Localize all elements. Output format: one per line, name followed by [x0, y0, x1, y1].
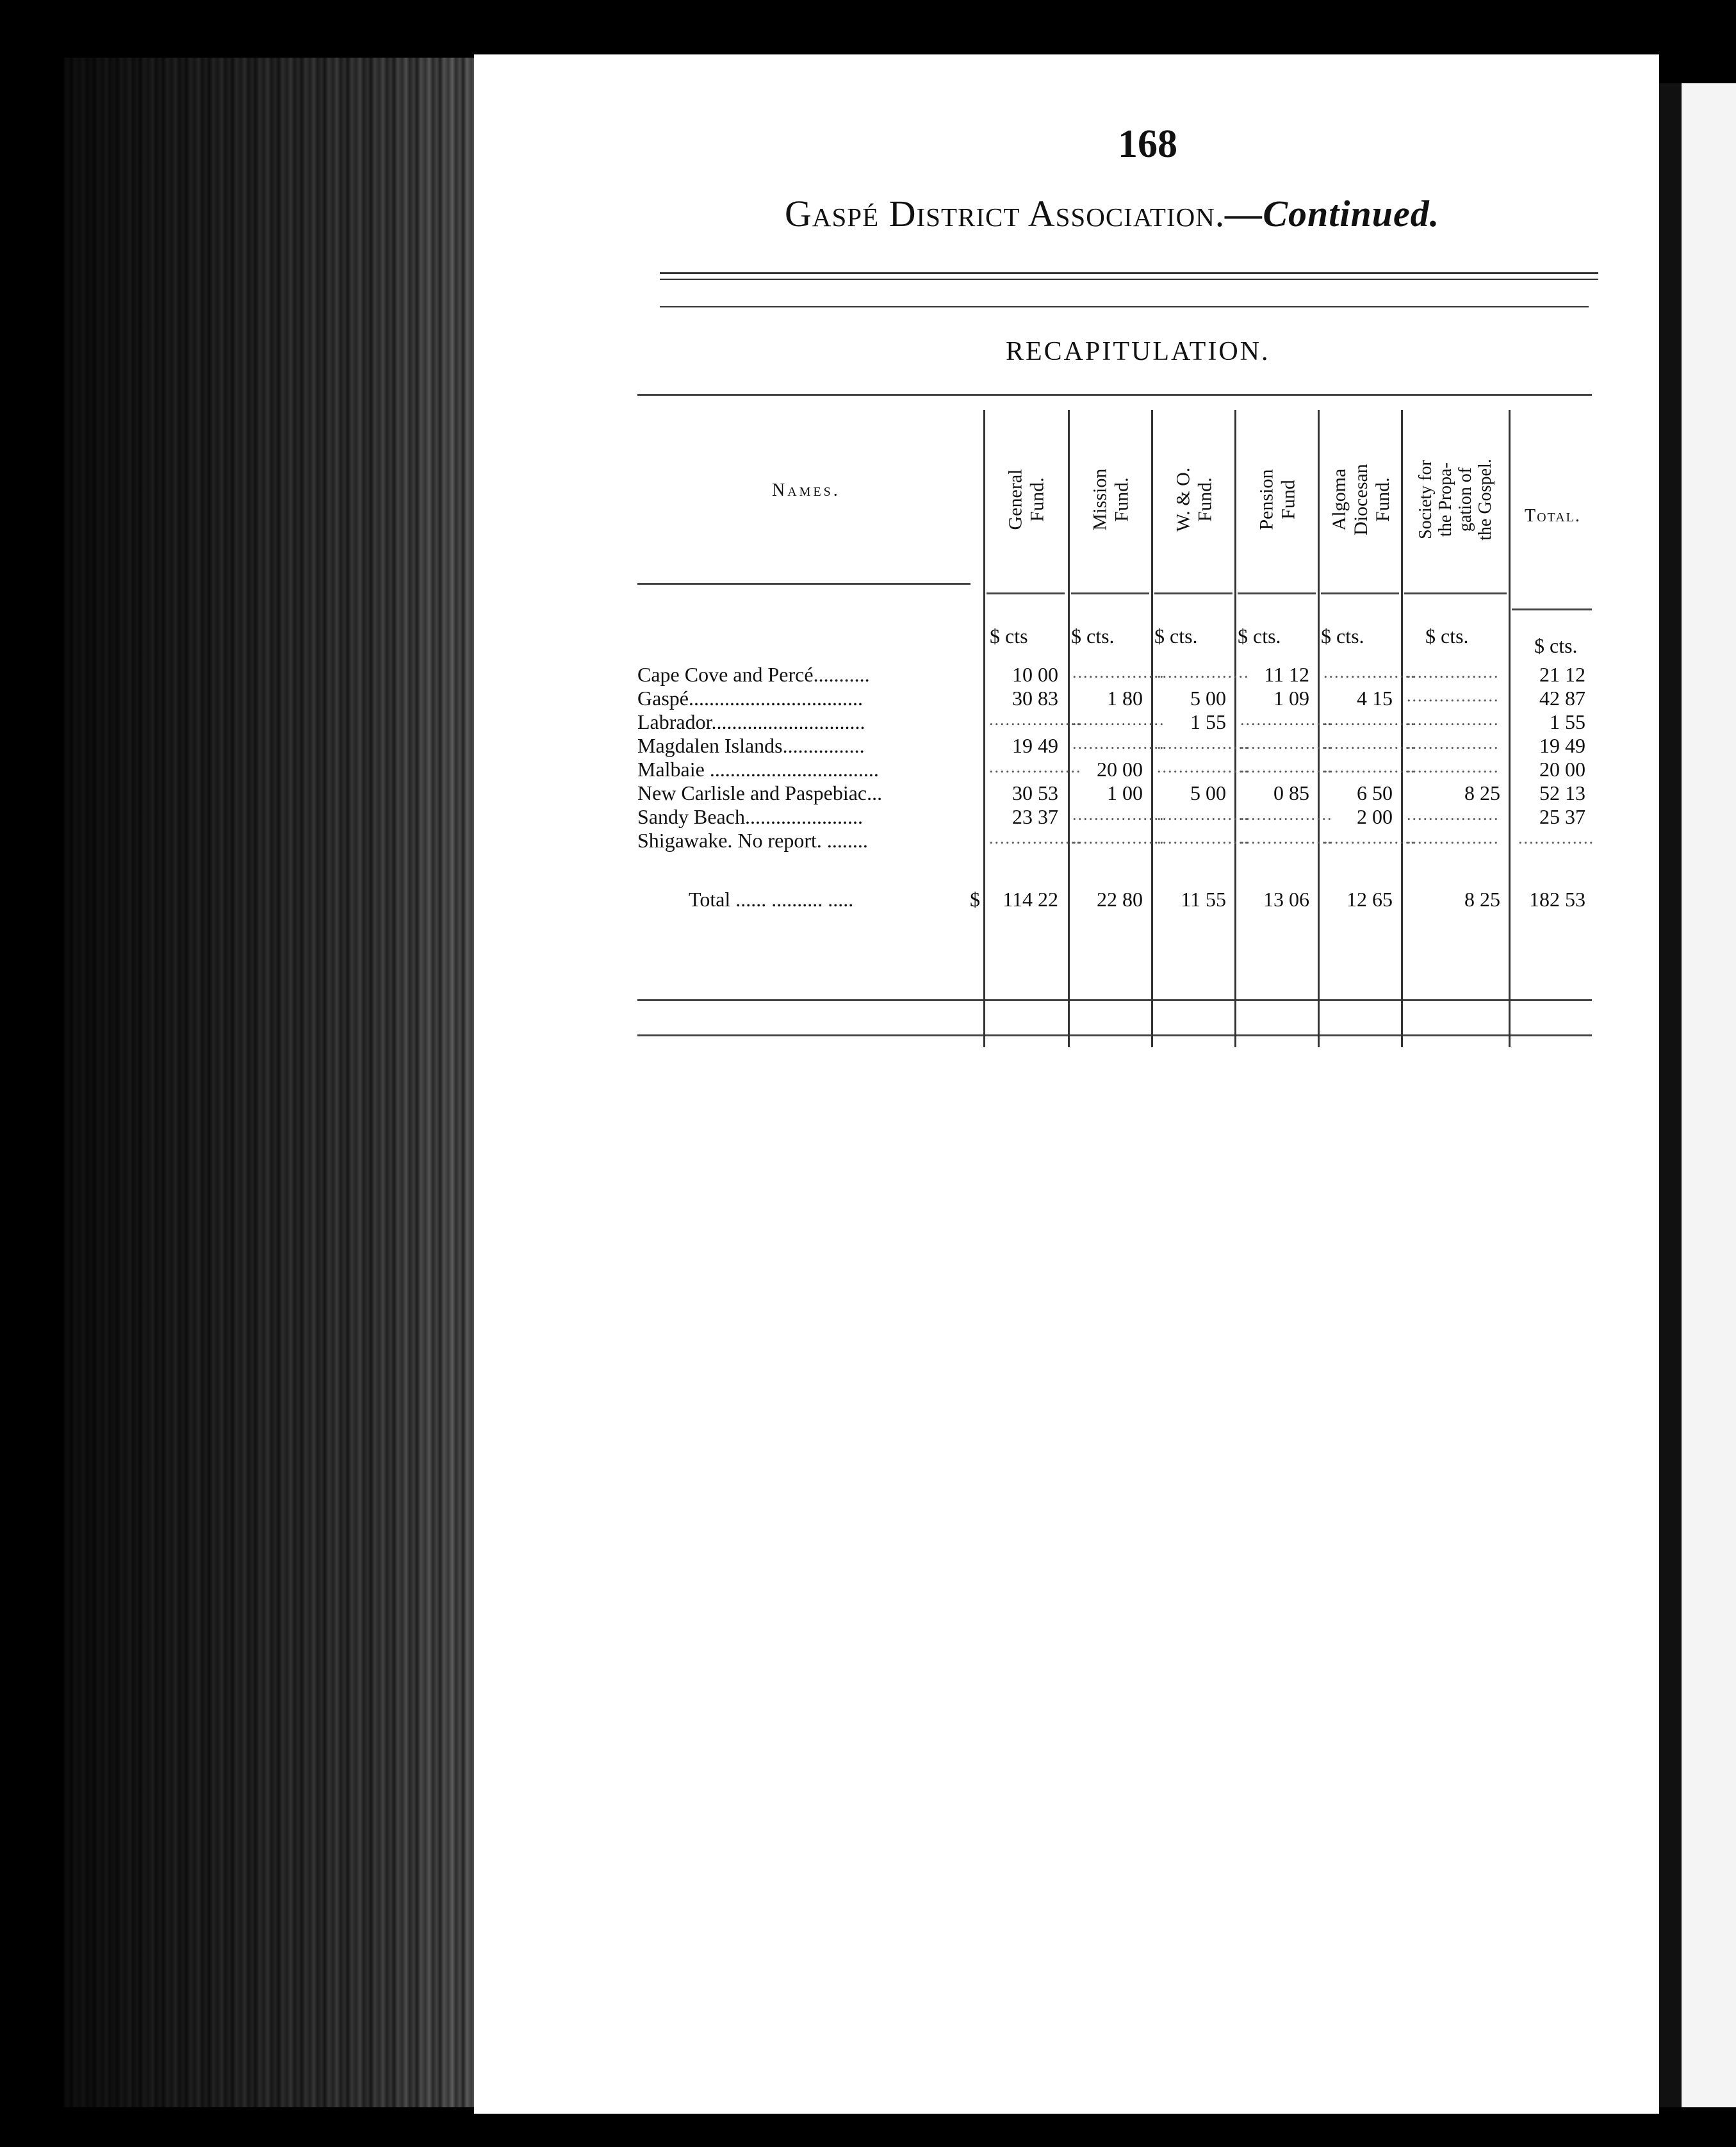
page-title-continued: —Continued.: [1225, 193, 1440, 234]
cell-value: 10 00: [1012, 663, 1058, 686]
col-header-algoma-fund: [1321, 407, 1401, 592]
cell-value: 0 85: [1273, 781, 1309, 804]
header-rule-names: [637, 583, 970, 585]
col-header-pension-fund: [1238, 407, 1318, 592]
unit-label: $ cts.: [1321, 625, 1364, 648]
total-row: [637, 888, 1592, 911]
row-name: New Carlisle and Paspebiac...: [637, 781, 883, 804]
row-name: Malbaie .................................: [637, 758, 879, 781]
row-name: Shigawake. No report. ........: [637, 829, 868, 852]
table-row: [637, 805, 1592, 829]
row-total: 21 12: [1539, 663, 1585, 686]
dotted-leader: .................: [1407, 805, 1500, 824]
cell-value: 5 00: [1190, 781, 1226, 804]
dotted-leader: .................: [1323, 734, 1416, 753]
col-header-label: Algoma Diocesan Fund.: [1328, 464, 1393, 535]
row-total: 20 00: [1539, 758, 1585, 781]
row-name: Cape Cove and Percé...........: [637, 663, 870, 686]
dotted-leader: .................: [1072, 663, 1165, 682]
header-rule: [1154, 592, 1232, 594]
total-header: Total.: [1525, 506, 1581, 526]
cell-value: 1 80: [1107, 687, 1143, 710]
col-header-spg: [1404, 407, 1507, 592]
dotted-leader: .................: [1157, 758, 1250, 776]
cell-value: 4 15: [1357, 687, 1393, 710]
header-rule: [1512, 608, 1592, 610]
unit-label: $ cts.: [1238, 625, 1281, 648]
dotted-leader: .................: [1240, 758, 1333, 776]
table-row: [637, 829, 1592, 853]
row-name: Labrador..............................: [637, 710, 865, 733]
grand-total: 182 53: [1529, 888, 1585, 911]
table-row: [637, 687, 1592, 710]
double-rule-top: [660, 272, 1598, 274]
cell-value: 19 49: [1012, 734, 1058, 757]
cell-value: 2 00: [1357, 805, 1393, 828]
dotted-leader: .................: [1157, 663, 1250, 682]
book-gutter: [1659, 83, 1682, 2107]
total-dollar-sign: $: [970, 888, 980, 911]
dotted-leader: .................: [1072, 829, 1165, 847]
dotted-leader: .................: [1407, 663, 1500, 682]
dotted-leader: .................: [1407, 758, 1500, 776]
cell-value: 23 37: [1012, 805, 1058, 828]
dotted-leader: .................: [1323, 758, 1416, 776]
dotted-leader: .................: [1240, 710, 1333, 729]
row-total: 42 87: [1539, 687, 1585, 710]
total-label: Total ...... .......... .....: [689, 888, 854, 911]
dotted-leader: .................: [1157, 734, 1250, 753]
row-total: 52 13: [1539, 781, 1585, 804]
cell-value: 1 00: [1107, 781, 1143, 804]
dotted-leader: .................: [1157, 805, 1250, 824]
unit-label: $ cts.: [1154, 625, 1198, 648]
row-total: 1 55: [1550, 710, 1585, 733]
col-header-label: Pension Fund: [1256, 469, 1299, 530]
dotted-leader: .................: [1407, 687, 1500, 705]
header-rule: [1071, 592, 1149, 594]
table-bottom-rule: [637, 999, 1592, 1001]
col-header-label: General Fund.: [1004, 469, 1048, 530]
col-header-label: W. & O. Fund.: [1172, 467, 1216, 532]
row-total: 25 37: [1539, 805, 1585, 828]
thin-rule: [660, 306, 1589, 307]
page-number: 168: [1118, 122, 1177, 166]
total-cell: 114 22: [1003, 888, 1058, 911]
total-cell: 13 06: [1263, 888, 1309, 911]
dotted-leader: .................: [1240, 805, 1333, 824]
book-page-edges: [64, 58, 480, 2107]
cell-value: 30 83: [1012, 687, 1058, 710]
header-rule: [1238, 592, 1316, 594]
unit-label: $ cts.: [1534, 634, 1578, 657]
dotted-leader: ..............: [1518, 829, 1594, 847]
table-row: [637, 781, 1592, 805]
dotted-leader: .................: [1072, 734, 1165, 753]
table-top-rule: [637, 394, 1592, 396]
cell-value: 6 50: [1357, 781, 1393, 804]
total-cell: 12 65: [1347, 888, 1393, 911]
unit-label: $ cts: [990, 625, 1028, 648]
col-header-general-fund: [987, 407, 1067, 592]
cell-value: 30 53: [1012, 781, 1058, 804]
dotted-leader: .................: [1323, 710, 1416, 729]
dotted-leader: .................: [989, 829, 1082, 847]
cell-value: 8 25: [1464, 781, 1500, 804]
dotted-leader: .................: [1323, 663, 1416, 682]
table-row: [637, 758, 1592, 781]
names-header: Names.: [772, 480, 840, 500]
col-header-mission-fund: [1071, 407, 1151, 592]
dotted-leader: .................: [1407, 710, 1500, 729]
table-end-rule: [637, 1034, 1592, 1036]
page-title-main: Gaspé District Association.: [785, 193, 1225, 234]
header-rule: [987, 592, 1065, 594]
dotted-leader: .................: [1323, 829, 1416, 847]
cell-value: 20 00: [1097, 758, 1143, 781]
header-rule: [1404, 592, 1507, 594]
dotted-leader: .................: [1240, 829, 1333, 847]
dotted-leader: .................: [1407, 829, 1500, 847]
dotted-leader: .................: [1072, 805, 1165, 824]
page-title: [785, 192, 1439, 235]
col-header-label: Society for the Propa- gation of the Gospel.: [1416, 459, 1495, 541]
cell-value: 11 12: [1264, 663, 1309, 686]
total-cell: 8 25: [1464, 888, 1500, 911]
row-total: 19 49: [1539, 734, 1585, 757]
table-row: [637, 734, 1592, 758]
dotted-leader: .................: [1157, 829, 1250, 847]
unit-label: $ cts.: [1425, 625, 1469, 648]
row-name: Gaspé..................................: [637, 687, 863, 710]
cell-value: 1 09: [1273, 687, 1309, 710]
dotted-leader: .................: [1072, 710, 1165, 729]
col-header-label: Mission Fund.: [1089, 468, 1133, 531]
dotted-leader: .................: [989, 758, 1082, 776]
double-rule-bottom: [660, 279, 1598, 280]
header-rule: [1321, 592, 1399, 594]
table-row: [637, 663, 1592, 687]
dotted-leader: .................: [989, 710, 1082, 729]
row-name: Magdalen Islands................: [637, 734, 865, 757]
cell-value: 5 00: [1190, 687, 1226, 710]
dotted-leader: .................: [1240, 734, 1333, 753]
section-heading: RECAPITULATION.: [1006, 337, 1270, 366]
table-row: [637, 710, 1592, 734]
row-name: Sandy Beach.......................: [637, 805, 863, 828]
total-cell: 22 80: [1097, 888, 1143, 911]
unit-label: $ cts.: [1071, 625, 1115, 648]
dotted-leader: .................: [1407, 734, 1500, 753]
cell-value: 1 55: [1190, 710, 1226, 733]
facing-page: [1682, 83, 1736, 2107]
col-header-wo-fund: [1154, 407, 1234, 592]
total-cell: 11 55: [1181, 888, 1226, 911]
